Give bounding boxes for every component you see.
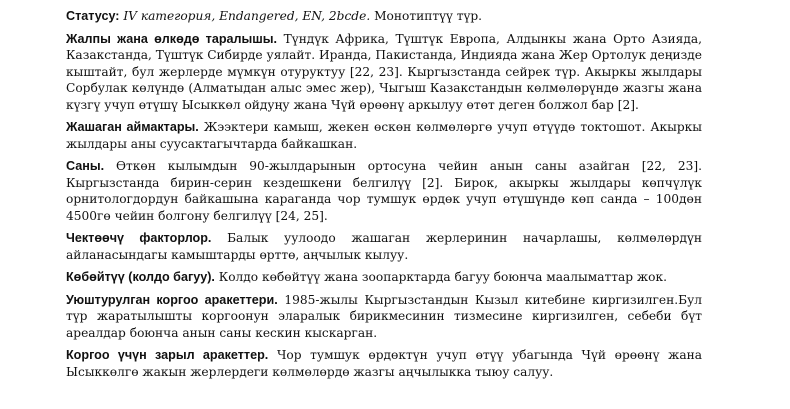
measures-needed-paragraph xyxy=(66,347,702,380)
numbers-paragraph xyxy=(66,158,702,224)
measures-needed-text: Чор тумшук өрдөктүн учуп өтүү убагында Чүй өрөөнү жана Ысыккөлгө жакын жерлердеги көлмөлөрдө жазгы аңчылыкка тыюу салуу. xyxy=(66,348,702,379)
document-body xyxy=(66,8,702,386)
distribution-paragraph xyxy=(66,31,702,114)
measures-taken-text: 1985-жылы Кыргызстандын Кызыл китебине киргизилген.Бул түр жаратылышты коргоонун эларалык бирикмесинин тизмесине киргизилген, себеби бүт ареалдар боюнча анын саны кескин кыскарган. xyxy=(66,292,702,340)
measures-taken-paragraph xyxy=(66,292,702,342)
habitat-paragraph xyxy=(66,119,702,152)
measures-needed-heading: Коргоо үчүн зарыл аракеттер. xyxy=(66,348,269,362)
numbers-heading: Саны. xyxy=(66,159,105,173)
breeding-heading: Көбөйтүү (колдо багуу). xyxy=(66,270,215,284)
status-category: IV категория, Endangered, EN, 2bcde. xyxy=(123,9,371,23)
status-type: Монотиптүү түр. xyxy=(370,9,483,23)
status-heading: Статусу: xyxy=(66,9,120,23)
distribution-text: Түндүк Африка, Түштүк Европа, Алдынкы жана Орто Азияда, Казакстанда, Түштүк Сибирде уялайт. Иранда, Пакистанда, Индияда жана Жер Ортолук деңизде кыштайт, бул жерлерде мүмкүн отуруктуу [22, 23]. Кыргызстанда сейрек түр. Акыркы жылдары Сорбулак көлүндө (Алматыдан алыс эмес жер), Чыгыш Казакстандын көлмөлөрүндө жазгы жана күзгү учуп өтүшү Ысыккөл ойдуңу жана Чүй өрөөнү аркылуу өтөт деген болжол бар [2]. xyxy=(66,31,702,112)
limiting-factors-paragraph xyxy=(66,230,702,263)
habitat-text: Жээктери камыш, жекен өскөн көлмөлөргө учуп өтүүдө токтошот. Акыркы жылдары аны суусактагычтарда байкашкан. xyxy=(66,120,702,151)
habitat-heading: Жашаган аймактары. xyxy=(66,120,199,134)
limiting-factors-heading: Чектөөчү факторлор. xyxy=(66,231,212,245)
measures-taken-heading: Уюштурулган коргоо аракеттери. xyxy=(66,292,278,307)
breeding-text: Колдо көбөйтүү жана зоопарктарда багуу боюнча маалыматтар жок. xyxy=(214,270,667,284)
distribution-heading: Жалпы жана өлкөдө таралышы. xyxy=(66,31,278,46)
breeding-paragraph xyxy=(66,269,702,286)
status-paragraph xyxy=(66,8,702,25)
limiting-factors-text: Балык уулоодо жашаган жерлеринин начарлашы, көлмөлөрдүн айланасындагы камыштарды өрттө, аңчылык кылуу. xyxy=(66,231,702,262)
numbers-text: Өткөн кылымдын 90-жылдарынын ортосуна чейин анын саны азайган [22, 23]. Кыргызстанда бирин-серин кездешкени белгилүү [2]. Бирок, акыркы жылдары көпчүлүк орнитологдордун байкашына караганда чор тумшук өрдөк учуп өтүшүндө көп санда – 100дөн 4500гө чейин болгону белгилүү [24, 25]. xyxy=(66,159,702,223)
